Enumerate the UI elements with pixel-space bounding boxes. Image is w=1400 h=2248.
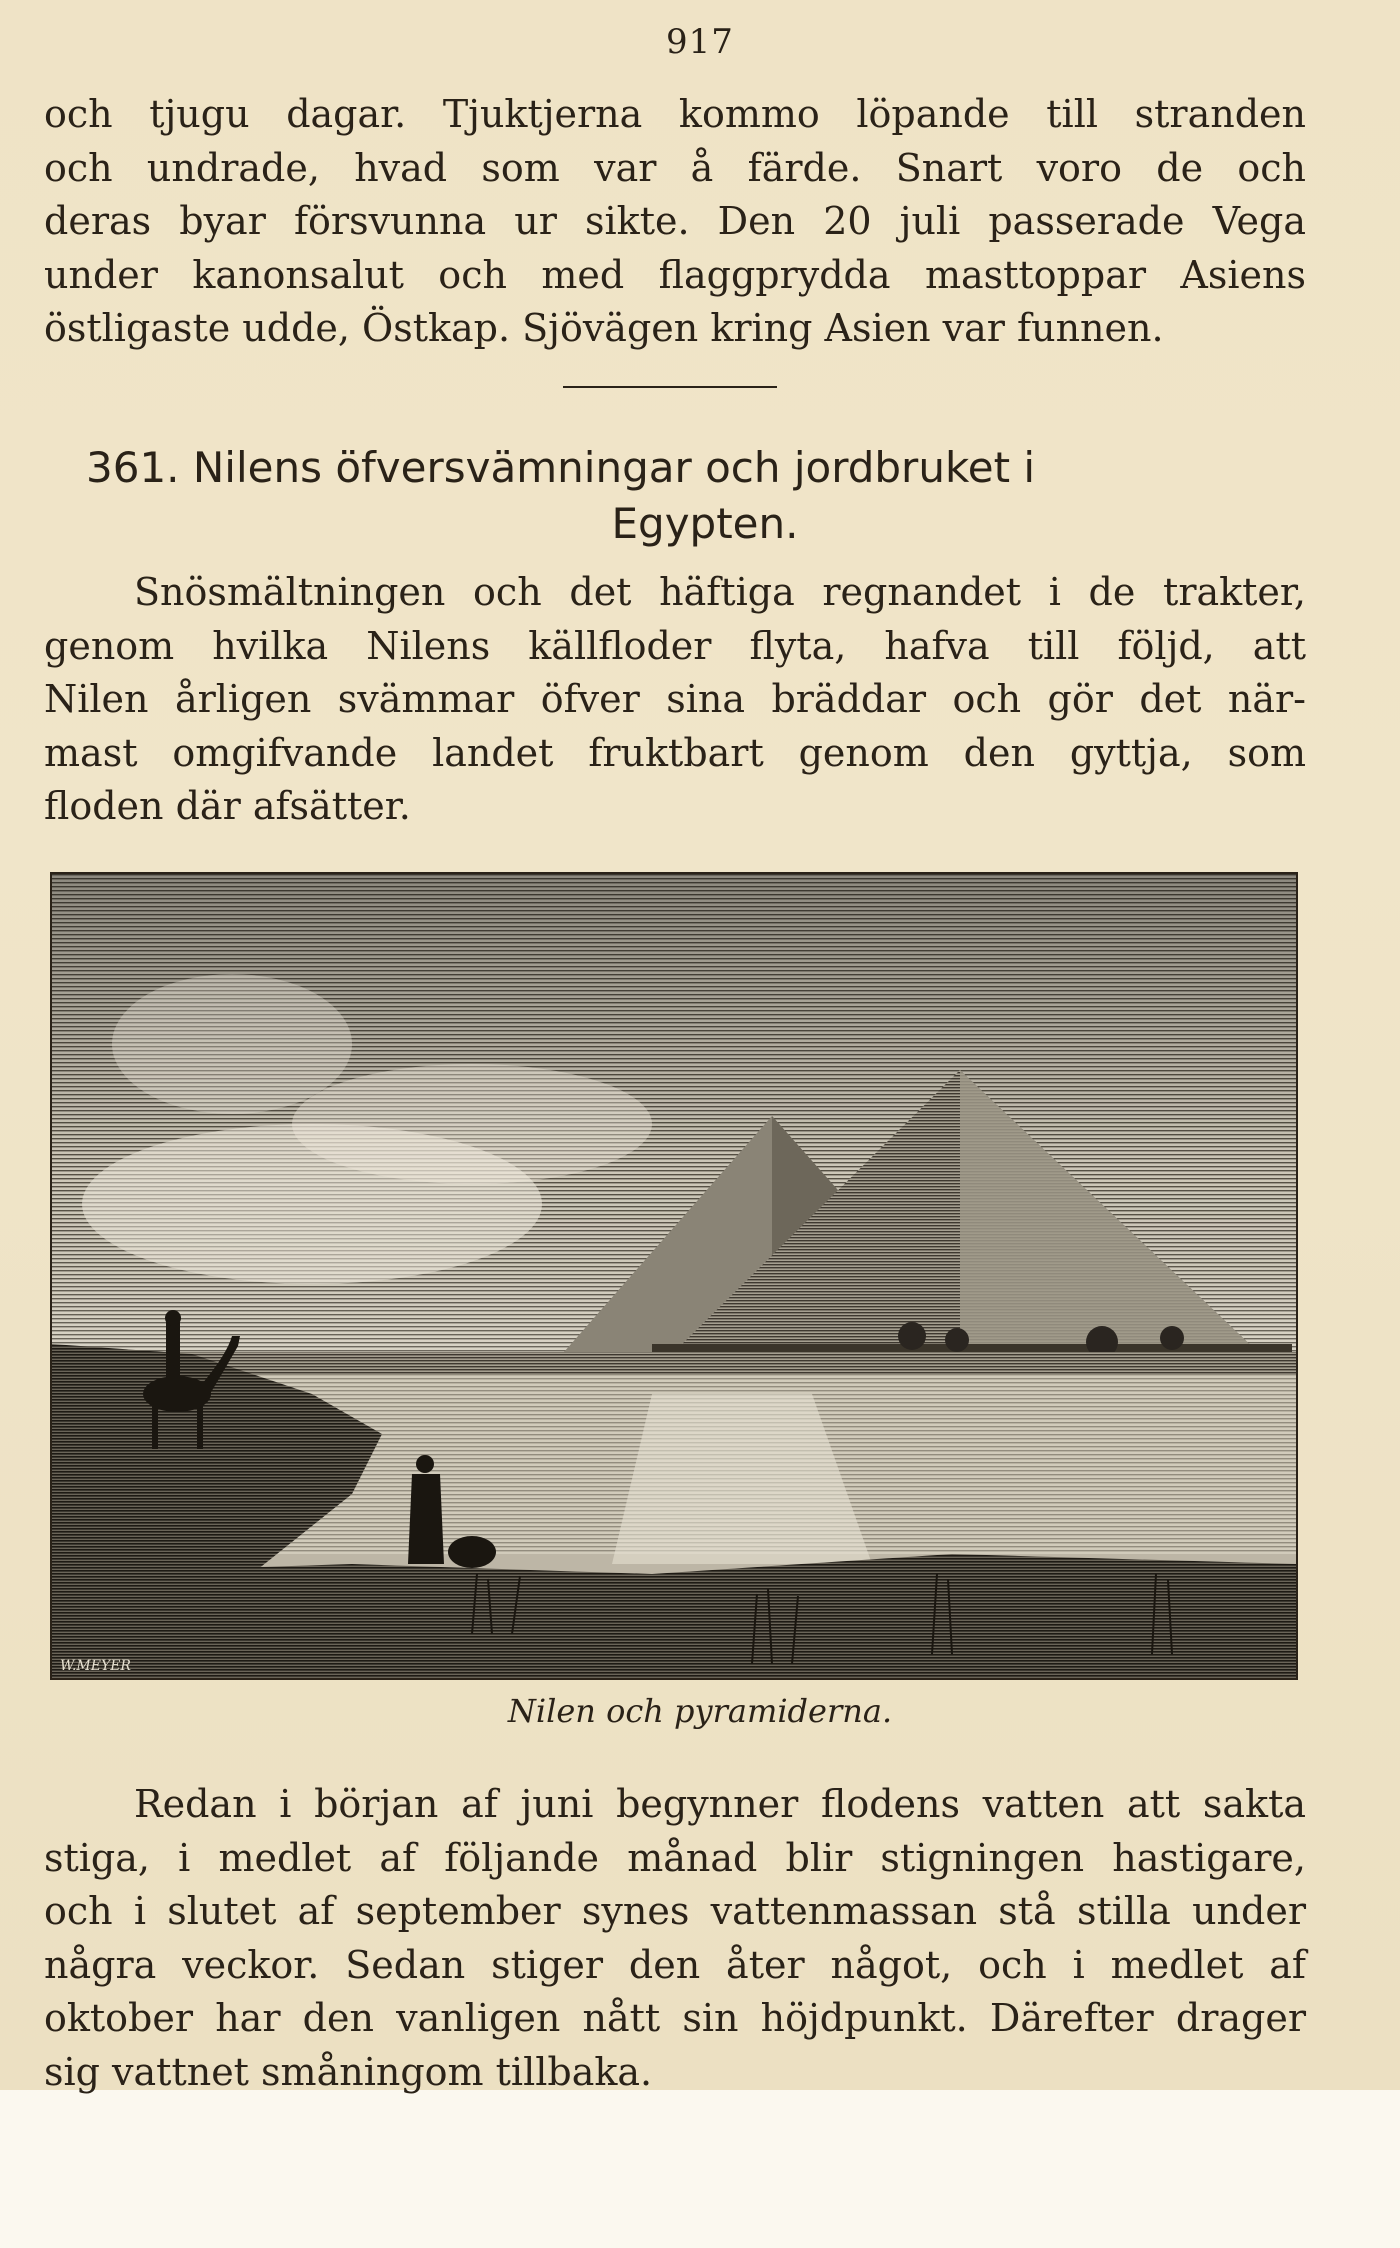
page-number: 917 xyxy=(666,22,734,62)
paragraph-line: deras byar försvunna ur sikte. Den 20 juli passerade Vega xyxy=(44,199,1306,243)
paragraph-line: Snösmältningen och det häftiga regnandet i de trakter, xyxy=(134,570,1306,614)
paragraph-line: oktober har den vanligen nått sin höjdpunkt. Därefter drager xyxy=(44,1996,1306,2040)
pyramids-engraving xyxy=(52,874,1296,1678)
section-number: 361. xyxy=(86,443,180,492)
paragraph-line: mast omgifvande landet fruktbart genom den gyttja, som xyxy=(44,730,1306,775)
section-divider xyxy=(563,386,777,388)
crouching-figure xyxy=(448,1536,496,1568)
paragraph-line: stiga, i medlet af följande månad blir stigningen hastigare, xyxy=(44,1835,1306,1880)
section-heading xyxy=(44,440,1306,552)
engraving-illustration xyxy=(50,872,1298,1680)
paragraph-line: sig vattnet småningom tillbaka. xyxy=(44,2049,653,2094)
paragraph-line: och undrade, hvad som var å färde. Snart voro de och xyxy=(44,145,1306,190)
paragraph-1 xyxy=(44,88,1306,356)
paragraph-line: floden där afsätter. xyxy=(44,784,411,828)
figure-caption: Nilen och pyramiderna. xyxy=(507,1692,893,1730)
paragraph-line: genom hvilka Nilens källfloder flyta, hafva till följd, att xyxy=(44,623,1306,668)
paragraph-line: och tjugu dagar. Tjuktjerna kommo löpande till stranden xyxy=(44,92,1306,136)
paragraph-2 xyxy=(44,566,1306,834)
section-title-line-1: Nilens öfversvämningar och jordbruket i xyxy=(192,443,1036,492)
section-title-line-2: Egypten. xyxy=(611,499,799,548)
paragraph-line: några veckor. Sedan stiger den åter något, och i medlet af xyxy=(44,1942,1306,1987)
paragraph-line: under kanonsalut och med flaggprydda masttoppar Asiens xyxy=(44,252,1306,297)
scan-margin xyxy=(0,2090,1400,2248)
paragraph-line: och i slutet af september synes vattenmassan stå stilla under xyxy=(44,1889,1306,1933)
paragraph-line: östligaste udde, Östkap. Sjövägen kring Asien var funnen. xyxy=(44,306,1164,350)
paragraph-3 xyxy=(44,1778,1306,2099)
paragraph-line: Nilen årligen svämmar öfver sina bräddar och gör det när- xyxy=(44,677,1306,721)
paragraph-line: Redan i början af juni begynner flodens vatten att sakta xyxy=(134,1782,1306,1826)
engraver-signature: W.MEYER xyxy=(60,1658,131,1674)
